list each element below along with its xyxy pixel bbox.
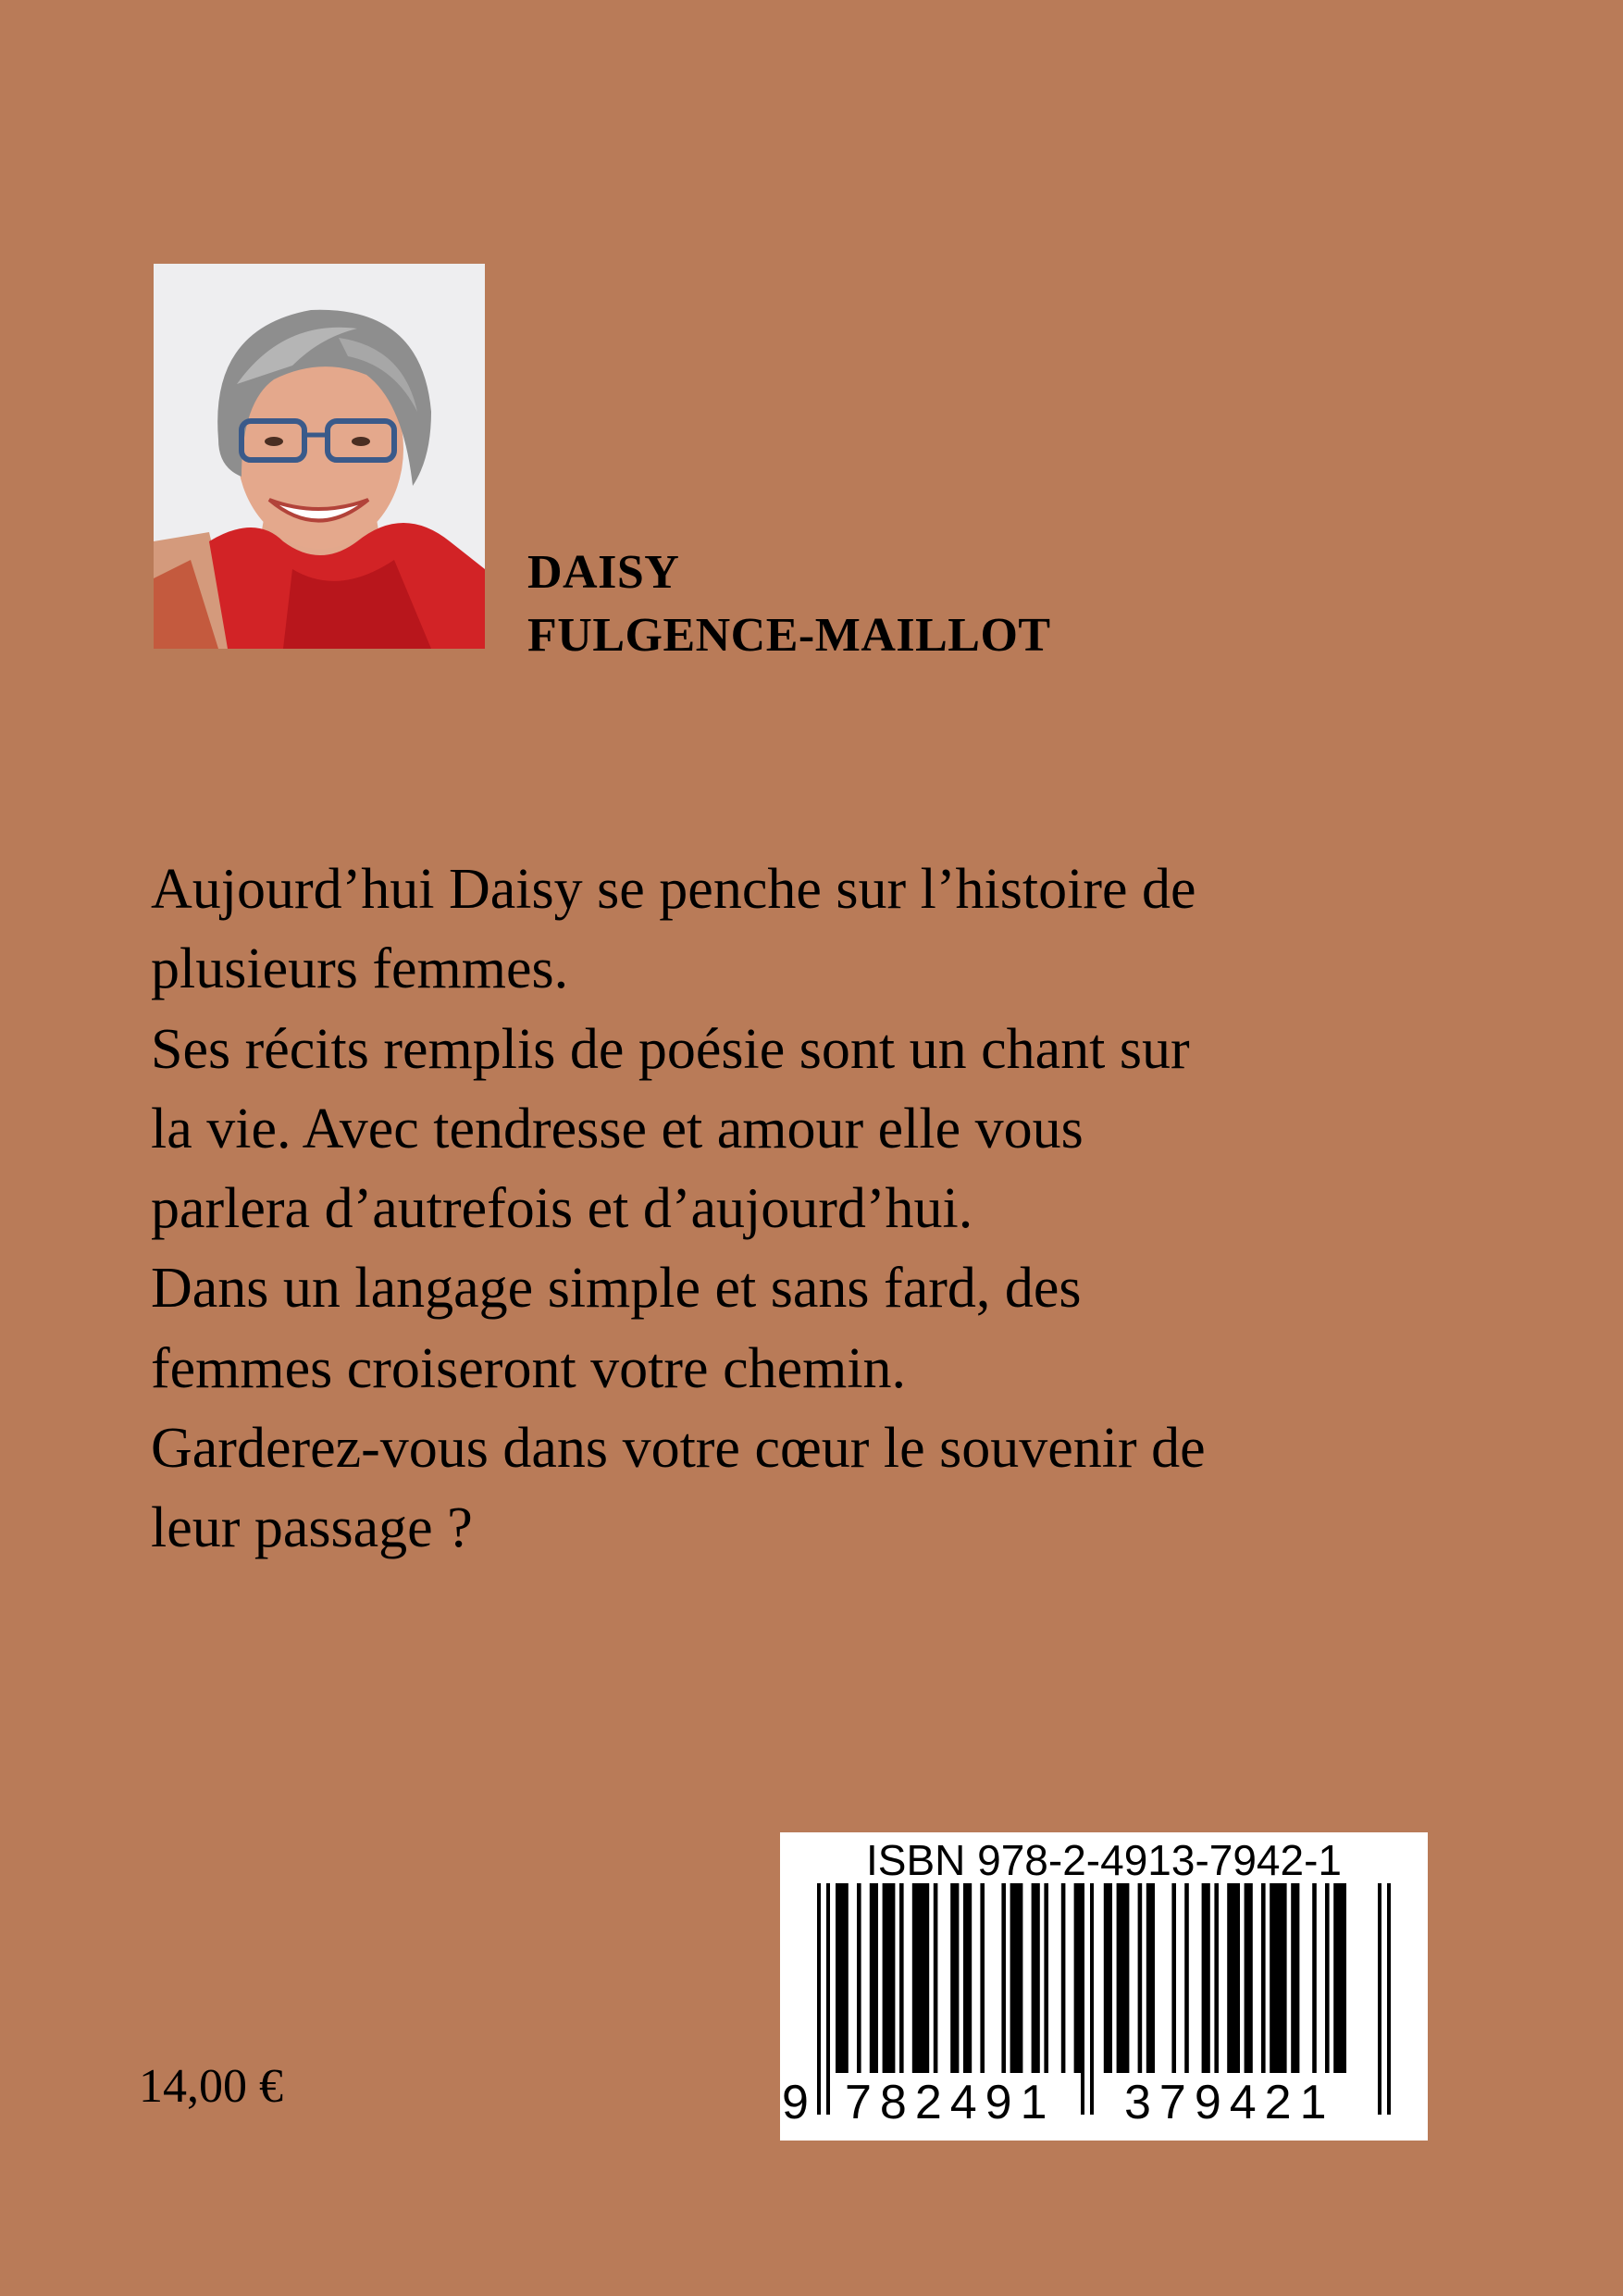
barcode-guard-bar	[817, 1883, 821, 2115]
barcode-bar	[1261, 1883, 1266, 2073]
barcode-digits-right: 379421	[1124, 2076, 1335, 2129]
author-photo	[154, 264, 485, 649]
price-label: 14,00 €	[139, 2060, 283, 2113]
blurb-line: plusieurs femmes.	[151, 937, 569, 1001]
barcode-bar	[1171, 1883, 1176, 2073]
blurb-line: parlera d’autrefois et d’aujourd’hui.	[151, 1177, 973, 1241]
barcode-digits-left: 782491	[845, 2076, 1056, 2129]
barcode-bar	[1270, 1883, 1286, 2073]
barcode-bar	[1117, 1883, 1130, 2073]
barcode-bar	[1138, 1883, 1143, 2073]
blurb-line: leur passage ?	[151, 1496, 473, 1560]
blurb-line: Ses récits remplis de poésie sont un chant sur	[151, 1017, 1190, 1081]
barcode-bar	[1227, 1883, 1240, 2073]
isbn-label: ISBN 978-2-4913-7942-1	[866, 1836, 1342, 1884]
blurb-line: la vie. Avec tendresse et amour elle vous	[151, 1097, 1084, 1160]
barcode-bar	[1291, 1883, 1299, 2073]
barcode-bar	[1146, 1883, 1155, 2073]
barcode-digit-lead: 9	[782, 2076, 809, 2129]
blurb-line: Dans un langage simple et sans fard, des	[151, 1257, 1082, 1321]
blurb-line: femmes croiseront votre chemin.	[151, 1336, 907, 1400]
barcode-bar	[963, 1883, 972, 2073]
back-cover-blurb	[151, 850, 1502, 1569]
barcode-bar	[836, 1883, 849, 2073]
barcode-bar	[1074, 1883, 1083, 2073]
barcode-bar	[1245, 1883, 1253, 2073]
barcode-bar	[1184, 1883, 1189, 2073]
barcode-bar	[1214, 1883, 1219, 2073]
author-portrait-image	[154, 264, 485, 649]
barcode-bar	[1044, 1883, 1048, 2073]
barcode-bar	[1032, 1883, 1040, 2073]
author-name	[527, 541, 1051, 667]
barcode-bar	[1001, 1883, 1006, 2073]
barcode-bar	[912, 1883, 929, 2073]
barcode-guard-bar	[1387, 1883, 1391, 2115]
barcode-bar	[934, 1883, 938, 2073]
barcode-bar	[870, 1883, 878, 2073]
barcode-bar	[1104, 1883, 1112, 2073]
barcode-bar	[899, 1883, 904, 2073]
blurb-line: Garderez-vous dans votre cœur le souvenir de	[151, 1417, 1206, 1481]
barcode-bar	[950, 1883, 959, 2073]
barcode-bar	[857, 1883, 861, 2073]
barcode-bar	[1325, 1883, 1330, 2073]
barcode-guard-bar	[826, 1883, 830, 2115]
barcode-bar	[1202, 1883, 1210, 2073]
barcode-bar	[1061, 1883, 1066, 2073]
author-last-name: FULGENCE-MAILLOT	[527, 609, 1051, 662]
barcode-bar	[1312, 1883, 1317, 2073]
barcode-bar	[1010, 1883, 1023, 2073]
author-first-name: DAISY	[527, 546, 680, 599]
barcode-guard-bar	[1090, 1883, 1094, 2115]
barcode-bar	[1333, 1883, 1346, 2073]
barcode-guard-bar	[1378, 1883, 1381, 2115]
barcode-bar	[883, 1883, 896, 2073]
isbn-barcode	[780, 1832, 1428, 2141]
barcode-bar	[980, 1883, 985, 2073]
blurb-line: Aujourd’hui Daisy se penche sur l’histoire de	[151, 858, 1196, 921]
